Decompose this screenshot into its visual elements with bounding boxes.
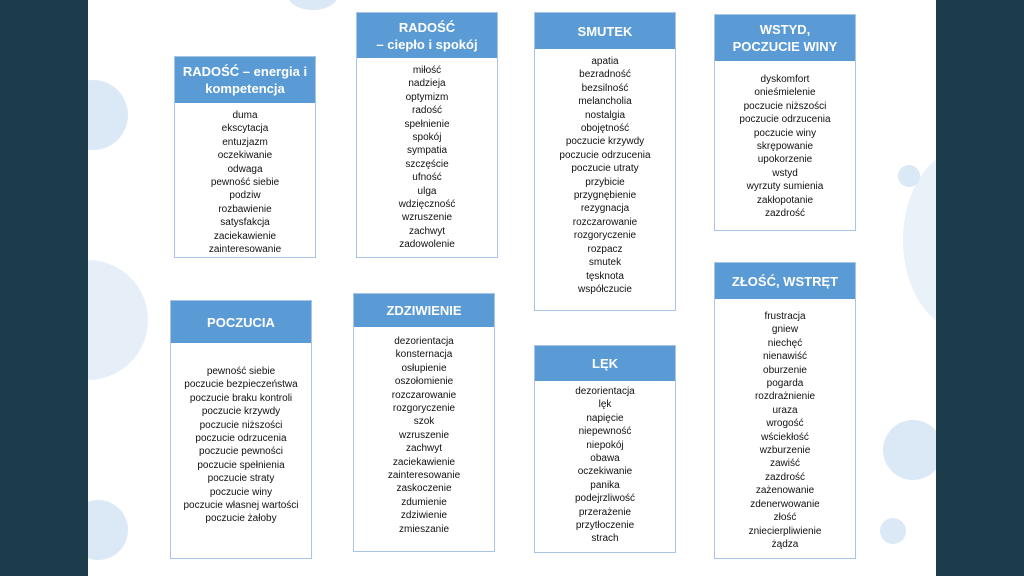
emotion-item: wdzięczność — [398, 199, 456, 211]
card-title: RADOŚĆ – ciepło i spokój — [357, 13, 497, 58]
emotion-item: zawiść — [769, 458, 800, 470]
emotion-item: onieśmielenie — [754, 87, 816, 99]
emotion-item: wzruszenie — [401, 212, 453, 224]
emotion-item: entuzjazm — [222, 136, 268, 148]
emotion-item: rozgoryczenie — [392, 403, 456, 415]
emotion-item: poczucie krzywdy — [201, 406, 281, 418]
emotion-list — [357, 64, 497, 252]
emotion-item: złość — [773, 512, 797, 524]
emotion-item: pewność siebie — [210, 177, 280, 189]
emotion-item: poczucie straty — [207, 473, 275, 485]
emotion-item: rozdrażnienie — [754, 391, 816, 403]
emotion-list — [715, 73, 855, 220]
emotion-item: zdziwienie — [400, 510, 448, 522]
emotion-list — [171, 365, 311, 526]
emotion-item: spokój — [412, 132, 442, 144]
emotion-item: ulga — [417, 185, 437, 197]
emotion-item: poczucie winy — [209, 486, 273, 498]
emotion-item: zdenerwowanie — [750, 498, 820, 510]
emotion-item: niepokój — [586, 439, 624, 451]
emotion-item: zainteresowanie — [208, 244, 282, 256]
emotion-item: spełnienie — [404, 118, 450, 130]
emotion-item: tęsknota — [586, 270, 624, 282]
emotion-item: oczekiwanie — [577, 466, 633, 478]
card-title: WSTYD, POCZUCIE WINY — [715, 15, 855, 61]
emotion-list — [354, 335, 494, 536]
emotion-item: zazdrość — [764, 208, 805, 220]
emotion-item: zażenowanie — [755, 485, 815, 497]
emotion-item: szok — [413, 416, 435, 428]
emotion-item: niechęć — [767, 337, 803, 349]
card-title: ZŁOŚĆ, WSTRĘT — [715, 263, 855, 299]
emotion-item: osłupienie — [401, 362, 447, 374]
slide — [88, 0, 936, 576]
card-wstyd — [714, 14, 856, 231]
emotion-item: radość — [411, 105, 442, 117]
emotion-item: poczucie odrzucenia — [739, 114, 831, 126]
emotion-item: duma — [232, 110, 258, 121]
decorative-bubble — [288, 0, 338, 10]
emotion-item: niepewność — [578, 426, 632, 438]
emotion-item: poczucie żałoby — [205, 513, 277, 525]
emotion-item: uraza — [772, 404, 798, 416]
emotion-item: rozgoryczenie — [573, 230, 637, 242]
emotion-item: frustracja — [764, 311, 806, 322]
emotion-item: poczucie pewności — [199, 446, 283, 458]
emotion-item: poczucie niższości — [743, 100, 827, 112]
emotion-item: pewność siebie — [206, 366, 276, 377]
emotion-item: szczęście — [405, 158, 449, 170]
emotion-item: nostalgia — [584, 109, 626, 121]
emotion-item: zniecierpliwienie — [748, 525, 822, 537]
emotion-item: lęk — [598, 399, 612, 411]
decorative-bubble — [88, 260, 148, 380]
card-zdziwienie — [353, 293, 495, 552]
emotion-item: zakłopotanie — [756, 194, 814, 206]
emotion-item: dezorientacja — [575, 386, 635, 397]
decorative-bubble — [883, 420, 936, 480]
emotion-item: poczucie winy — [753, 127, 817, 139]
card-lek — [534, 345, 676, 553]
emotion-item: zaskoczenie — [396, 483, 452, 495]
emotion-item: satysfakcja — [220, 217, 270, 229]
emotion-item: poczucie odrzucenia — [559, 149, 651, 161]
emotion-item: pogarda — [766, 378, 804, 390]
emotion-list — [175, 109, 315, 256]
emotion-item: rezygnacja — [580, 203, 630, 215]
decorative-bubble — [88, 80, 128, 150]
emotion-item: obawa — [590, 453, 620, 465]
emotion-item: przybicie — [585, 176, 625, 188]
emotion-item: poczucie bezpieczeństwa — [184, 379, 298, 391]
card-radosc-cieplo — [356, 12, 498, 258]
card-radosc-energia — [174, 56, 316, 258]
emotion-item: przerażenie — [578, 506, 632, 518]
emotion-item: zachwyt — [408, 225, 446, 237]
emotion-item: ufność — [412, 172, 442, 184]
emotion-item: optymizm — [405, 91, 449, 103]
card-smutek — [534, 12, 676, 311]
emotion-item: rozpacz — [587, 243, 623, 255]
card-title: LĘK — [535, 346, 675, 381]
decorative-bubble — [88, 500, 128, 560]
emotion-item: rozbawienie — [218, 203, 272, 215]
emotion-item: przytłoczenie — [575, 520, 635, 532]
decorative-bubble — [880, 518, 906, 544]
emotion-item: zadowolenie — [399, 239, 455, 251]
emotion-item: nadzieja — [408, 78, 446, 90]
emotion-item: współczucie — [578, 283, 632, 295]
emotion-list — [535, 55, 675, 296]
emotion-item: rozczarowanie — [391, 389, 457, 401]
emotion-item: zaciekawienie — [392, 456, 456, 468]
card-title: SMUTEK — [535, 13, 675, 49]
emotion-item: poczucie spełnienia — [197, 459, 285, 471]
emotion-item: bezsilność — [581, 82, 629, 94]
emotion-item: ekscytacja — [221, 123, 269, 135]
emotion-item: poczucie odrzucenia — [195, 433, 287, 445]
emotion-item: zdumienie — [401, 496, 447, 508]
emotion-item: odwaga — [227, 163, 263, 175]
emotion-item: strach — [591, 533, 619, 545]
emotion-item: zazdrość — [764, 471, 805, 483]
emotion-item: wyrzuty sumienia — [746, 181, 824, 193]
emotion-item: wstyd — [772, 167, 798, 179]
emotion-item: wściekłość — [761, 431, 809, 443]
emotion-item: napięcie — [586, 412, 624, 424]
emotion-item: upokorzenie — [757, 154, 813, 166]
emotion-item: konsternacja — [395, 349, 453, 361]
emotion-item: zaciekawienie — [213, 230, 277, 242]
emotion-item: podejrzliwość — [574, 493, 636, 505]
emotion-item: melancholia — [578, 96, 632, 108]
emotion-item: smutek — [588, 257, 622, 269]
emotion-item: oczekiwanie — [217, 150, 273, 162]
emotion-item: podziw — [229, 190, 261, 202]
emotion-item: wzburzenie — [759, 445, 811, 457]
emotion-item: przygnębienie — [573, 190, 637, 202]
emotion-item: miłość — [412, 65, 442, 76]
emotion-item: apatia — [591, 56, 619, 67]
card-poczucia — [170, 300, 312, 559]
emotion-item: poczucie niższości — [199, 419, 283, 431]
emotion-item: wzruszenie — [398, 429, 450, 441]
emotion-item: zachwyt — [405, 443, 443, 455]
emotion-item: poczucie krzywdy — [565, 136, 645, 148]
emotion-item: poczucie braku kontroli — [189, 392, 293, 404]
emotion-item: rozczarowanie — [572, 216, 638, 228]
emotion-item: dezorientacja — [394, 336, 454, 347]
emotion-item: dyskomfort — [760, 74, 810, 85]
emotion-item: oburzenie — [763, 364, 807, 376]
card-title: RADOŚĆ – energia i kompetencja — [175, 57, 315, 103]
emotion-item: poczucie własnej wartości — [183, 500, 299, 512]
emotion-item: gniew — [771, 324, 799, 336]
emotion-item: żądza — [771, 538, 799, 550]
emotion-item: zainteresowanie — [387, 470, 461, 482]
emotion-item: wrogość — [766, 418, 804, 430]
card-title: POCZUCIA — [171, 301, 311, 343]
card-title: ZDZIWIENIE — [354, 294, 494, 327]
emotion-item: nienawiść — [763, 351, 807, 363]
emotion-item: zmieszanie — [398, 523, 450, 535]
card-zlosc — [714, 262, 856, 559]
emotion-item: panika — [590, 479, 620, 491]
emotion-item: bezradność — [579, 69, 631, 81]
emotion-item: sympatia — [406, 145, 447, 157]
emotion-item: obojętność — [580, 123, 630, 135]
emotion-item: poczucie utraty — [571, 163, 639, 175]
emotion-list — [715, 310, 855, 551]
emotion-item: oszołomienie — [394, 376, 454, 388]
emotion-item: skrępowanie — [756, 141, 814, 153]
emotion-list — [535, 385, 675, 546]
